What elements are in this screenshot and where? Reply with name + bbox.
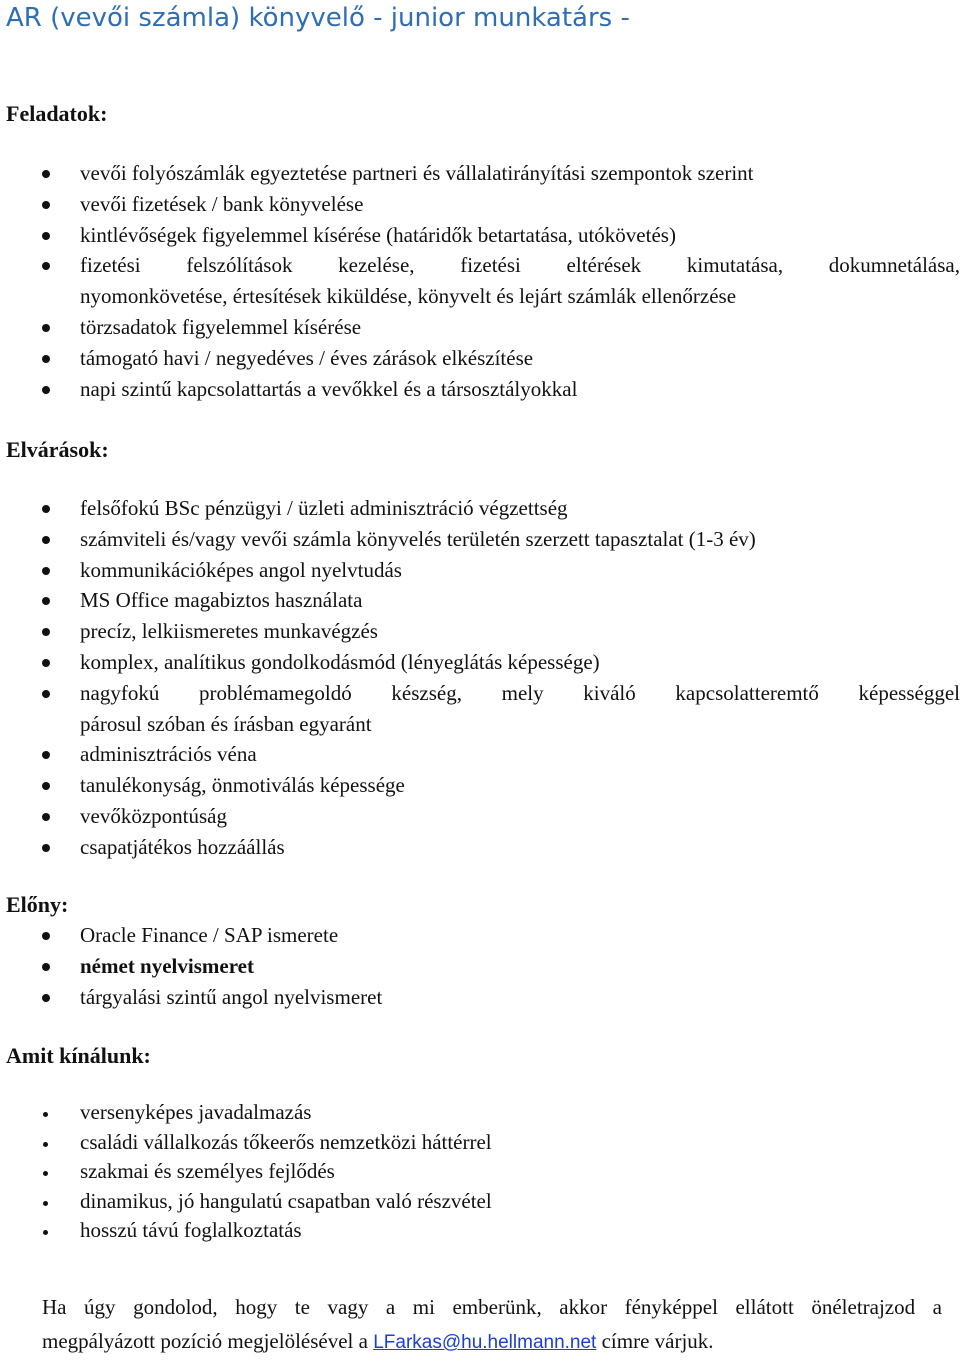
section-heading-elony: Előny:	[6, 892, 69, 917]
closing-line-1: Ha úgy gondolod, hogy te vagy a mi emberünk, akkor fényképpel ellátott önéletrajzod a	[42, 1295, 942, 1319]
bullet-icon	[42, 932, 50, 940]
list-item: precíz, lelkiismeretes munkavégzés	[0, 616, 960, 647]
kinalunk-list	[0, 1098, 492, 1246]
bullet-icon	[43, 1201, 48, 1206]
list-item: vevőközpontúság	[0, 801, 960, 832]
list-item: hosszú távú foglalkoztatás	[0, 1216, 492, 1246]
closing-line-2-post: címre várjuk.	[596, 1329, 714, 1353]
bullet-icon	[42, 994, 50, 1002]
feladatok-list	[0, 158, 960, 404]
bullet-icon	[42, 690, 50, 698]
list-item: kommunikációképes angol nyelvtudás	[0, 555, 960, 586]
closing-paragraph	[42, 1290, 942, 1360]
list-item: nagyfokú problémamegoldó készség, mely kiváló kapcsolatteremtő képességgel párosul szóban és írásban egyaránt	[0, 678, 960, 740]
bullet-icon	[42, 963, 50, 971]
list-item: versenyképes javadalmazás	[0, 1098, 492, 1128]
bullet-icon	[43, 1230, 48, 1235]
list-item: napi szintű kapcsolattartás a vevőkkel és a társosztályokkal	[0, 374, 960, 405]
section-heading-kinalunk: Amit kínálunk:	[6, 1043, 151, 1068]
bullet-icon	[42, 232, 50, 240]
bullet-icon	[42, 386, 50, 394]
bullet-icon	[42, 751, 50, 759]
elony-list	[0, 920, 382, 1012]
section-heading-feladatok: Feladatok:	[6, 101, 108, 126]
list-item: dinamikus, jó hangulatú csapatban való részvétel	[0, 1187, 492, 1217]
list-item: szakmai és személyes fejlődés	[0, 1157, 492, 1187]
list-item: tanulékonyság, önmotiválás képessége	[0, 770, 960, 801]
page-title	[6, 0, 630, 36]
page-title-suffix: - junior munkatárs -	[364, 3, 630, 33]
list-item: csapatjátékos hozzáállás	[0, 832, 960, 863]
bullet-icon	[42, 597, 50, 605]
list-item: Oracle Finance / SAP ismerete	[0, 920, 382, 951]
closing-line-2-pre: megpályázott pozíció megjelölésével a	[42, 1329, 374, 1353]
bullet-icon	[42, 505, 50, 513]
list-item: fizetési felszólítások kezelése, fizetési eltérések kimutatása, dokumnetálása, nyomonkövetése, értesítések kiküldése, könyvelt és lejárt számlák ellenőrzése	[0, 250, 960, 312]
bullet-icon	[42, 262, 50, 270]
bullet-icon	[42, 324, 50, 332]
list-item: vevői fizetések / bank könyvelése	[0, 189, 960, 220]
list-item: családi vállalkozás tőkeerős nemzetközi háttérrel	[0, 1128, 492, 1158]
list-item: támogató havi / negyedéves / éves zárások elkészítése	[0, 343, 960, 374]
bullet-icon	[42, 659, 50, 667]
bullet-icon	[42, 170, 50, 178]
bullet-icon	[42, 567, 50, 575]
bullet-icon	[42, 355, 50, 363]
bullet-icon	[42, 536, 50, 544]
bullet-icon	[42, 782, 50, 790]
list-item: komplex, analítikus gondolkodásmód (lényeglátás képessége)	[0, 647, 960, 678]
list-item: tárgyalási szintű angol nyelvismeret	[0, 982, 382, 1013]
list-item: MS Office magabiztos használata	[0, 585, 960, 616]
bullet-icon	[43, 1112, 48, 1117]
bullet-icon	[43, 1142, 48, 1147]
bullet-icon	[42, 844, 50, 852]
email-link[interactable]: LFarkas@hu.hellmann.net	[373, 1332, 597, 1353]
list-item: kintlévőségek figyelemmel kísérése (határidők betartatása, utókövetés)	[0, 220, 960, 251]
list-item: adminisztrációs véna	[0, 739, 960, 770]
list-item: vevői folyószámlák egyeztetése partneri és vállalatirányítási szempontok szerint	[0, 158, 960, 189]
elvarasok-list	[0, 493, 960, 863]
list-item: számviteli és/vagy vevői számla könyvelés területén szerzett tapasztalat (1-3 év)	[0, 524, 960, 555]
section-heading-elvarasok: Elvárások:	[6, 437, 109, 462]
bullet-icon	[42, 813, 50, 821]
list-item: törzsadatok figyelemmel kísérése	[0, 312, 960, 343]
bullet-icon	[42, 628, 50, 636]
bullet-icon	[43, 1171, 48, 1176]
list-item: német nyelvismeret	[0, 951, 382, 982]
bullet-icon	[42, 201, 50, 209]
list-item: felsőfokú BSc pénzügyi / üzleti adminisztráció végzettség	[0, 493, 960, 524]
page-title-main: AR (vevői számla) könyvelő	[6, 3, 365, 33]
